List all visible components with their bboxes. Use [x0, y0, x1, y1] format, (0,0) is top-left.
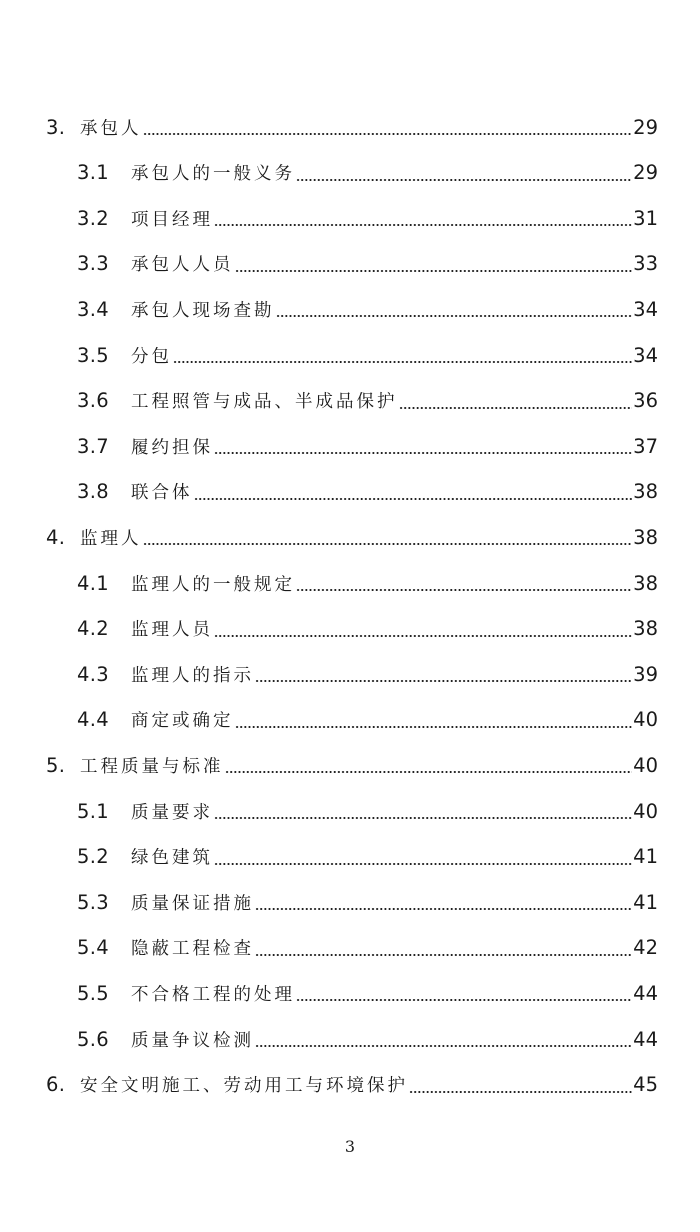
toc-entry-title: 隐蔽工程检查 [131, 939, 254, 960]
toc-entry-page: 40 [633, 799, 658, 823]
toc-leader-dots [214, 847, 632, 867]
toc-entry-title: 履约担保 [131, 437, 213, 458]
toc-entry-page: 41 [633, 845, 658, 869]
toc-entry-number: 3.5 [77, 343, 109, 367]
toc-entry-title: 安全文明施工、劳动用工与环境保护 [80, 1076, 408, 1097]
toc-entry[interactable] [77, 834, 658, 880]
toc-entry[interactable] [46, 742, 658, 788]
toc-entry-title: 工程照管与成品、半成品保护 [131, 392, 398, 413]
toc-entry-page: 38 [633, 525, 658, 549]
toc-entry-title: 分包 [131, 346, 172, 367]
toc-entry-number: 3.8 [77, 480, 109, 504]
toc-entry-title: 联合体 [131, 483, 193, 504]
toc-entry[interactable] [77, 286, 658, 332]
toc-entry[interactable] [77, 560, 658, 606]
toc-entry-page: 44 [633, 981, 658, 1005]
toc-entry[interactable] [46, 104, 658, 150]
toc-leader-dots [296, 163, 632, 183]
toc-entry-number: 4.4 [77, 708, 109, 732]
toc-entry-title: 监理人的指示 [131, 665, 254, 686]
toc-leader-dots [255, 892, 632, 912]
toc-entry-title: 不合格工程的处理 [131, 984, 295, 1005]
toc-entry-title: 承包人人员 [131, 255, 234, 276]
toc-entry-title: 商定或确定 [131, 711, 234, 732]
toc-entry-number: 3.2 [77, 206, 109, 230]
toc-entry-page: 34 [633, 343, 658, 367]
toc-leader-dots [255, 938, 632, 958]
toc-entry-title: 绿色建筑 [131, 848, 213, 869]
toc-entry[interactable] [77, 788, 658, 834]
toc-entry[interactable] [77, 241, 658, 287]
toc-entry[interactable] [77, 1016, 658, 1062]
toc-entry-number: 4.3 [77, 662, 109, 686]
toc-entry[interactable] [46, 1062, 658, 1108]
toc-entry-title: 承包人 [80, 118, 142, 139]
toc-entry-number: 3.1 [77, 161, 109, 185]
page-number: 3 [344, 1137, 356, 1156]
toc-leader-dots [235, 254, 633, 274]
toc-entry-title: 项目经理 [131, 209, 213, 230]
toc-entry[interactable] [77, 606, 658, 652]
toc-entry-page: 31 [633, 206, 658, 230]
toc-leader-dots [143, 527, 633, 547]
toc-entry-number: 5.3 [77, 890, 109, 914]
toc-entry-number: 3.4 [77, 297, 109, 321]
toc-entry-page: 37 [633, 434, 658, 458]
toc-entry-title: 承包人现场查勘 [131, 300, 275, 321]
toc-entry-page: 39 [633, 662, 658, 686]
toc-leader-dots [255, 664, 632, 684]
toc-entry-number: 4.1 [77, 571, 109, 595]
toc-entry[interactable] [77, 195, 658, 241]
toc-entry-page: 29 [633, 115, 658, 139]
toc-entry-number: 3.7 [77, 434, 109, 458]
toc-entry-number: 6. [46, 1073, 66, 1097]
toc-entry[interactable] [77, 697, 658, 743]
toc-entry-number: 4.2 [77, 617, 109, 641]
toc-entry-page: 42 [633, 936, 658, 960]
toc-entry[interactable] [77, 150, 658, 196]
toc-leader-dots [276, 299, 633, 319]
toc-entry-number: 5.1 [77, 799, 109, 823]
toc-leader-dots [225, 755, 633, 775]
toc-leader-dots [296, 573, 632, 593]
toc-entry-page: 29 [633, 161, 658, 185]
toc-entry-page: 40 [633, 708, 658, 732]
toc-leader-dots [214, 801, 632, 821]
toc-leader-dots [255, 1029, 632, 1049]
toc-entry-number: 3. [46, 115, 66, 139]
toc-entry-page: 38 [633, 571, 658, 595]
toc-leader-dots [143, 117, 633, 137]
toc-entry-page: 44 [633, 1027, 658, 1051]
toc-entry[interactable] [77, 651, 658, 697]
toc-entry-page: 36 [633, 389, 658, 413]
toc-entry-page: 45 [633, 1073, 658, 1097]
toc-entry[interactable] [77, 970, 658, 1016]
toc-entry-number: 5.4 [77, 936, 109, 960]
toc-entry-number: 3.6 [77, 389, 109, 413]
toc-entry-page: 38 [633, 617, 658, 641]
toc-entry-title: 监理人 [80, 528, 142, 549]
toc-entry[interactable] [46, 514, 658, 560]
toc-leader-dots [214, 436, 632, 456]
toc-entry-number: 5.5 [77, 981, 109, 1005]
toc-leader-dots [194, 482, 633, 502]
toc-entry-page: 40 [633, 753, 658, 777]
toc-entry-number: 5.2 [77, 845, 109, 869]
toc-entry-title: 监理人员 [131, 620, 213, 641]
toc-entry-title: 质量争议检测 [131, 1030, 254, 1051]
toc-entry-title: 监理人的一般规定 [131, 574, 295, 595]
toc-entry[interactable] [77, 423, 658, 469]
toc-entry[interactable] [77, 332, 658, 378]
toc-entry-page: 34 [633, 297, 658, 321]
toc-entry-number: 5.6 [77, 1027, 109, 1051]
toc-entry-title: 承包人的一般义务 [131, 164, 295, 185]
toc-entry-title: 工程质量与标准 [80, 756, 224, 777]
toc-leader-dots [399, 391, 633, 411]
toc-entry[interactable] [77, 925, 658, 971]
toc-leader-dots [296, 983, 632, 1003]
toc-leader-dots [214, 208, 632, 228]
toc-leader-dots [214, 619, 632, 639]
toc-leader-dots [173, 345, 632, 365]
toc-leader-dots [409, 1075, 632, 1095]
toc-entry-title: 质量要求 [131, 802, 213, 823]
toc-entry-page: 41 [633, 890, 658, 914]
toc-entry-number: 4. [46, 525, 66, 549]
toc-leader-dots [235, 710, 633, 730]
toc-entry[interactable] [77, 879, 658, 925]
toc-entry-page: 33 [633, 252, 658, 276]
toc-entry[interactable] [77, 469, 658, 515]
toc-entry-title: 质量保证措施 [131, 893, 254, 914]
toc-entry[interactable] [77, 378, 658, 424]
toc-entry-page: 38 [633, 480, 658, 504]
toc-entry-number: 3.3 [77, 252, 109, 276]
toc-entry-number: 5. [46, 753, 66, 777]
